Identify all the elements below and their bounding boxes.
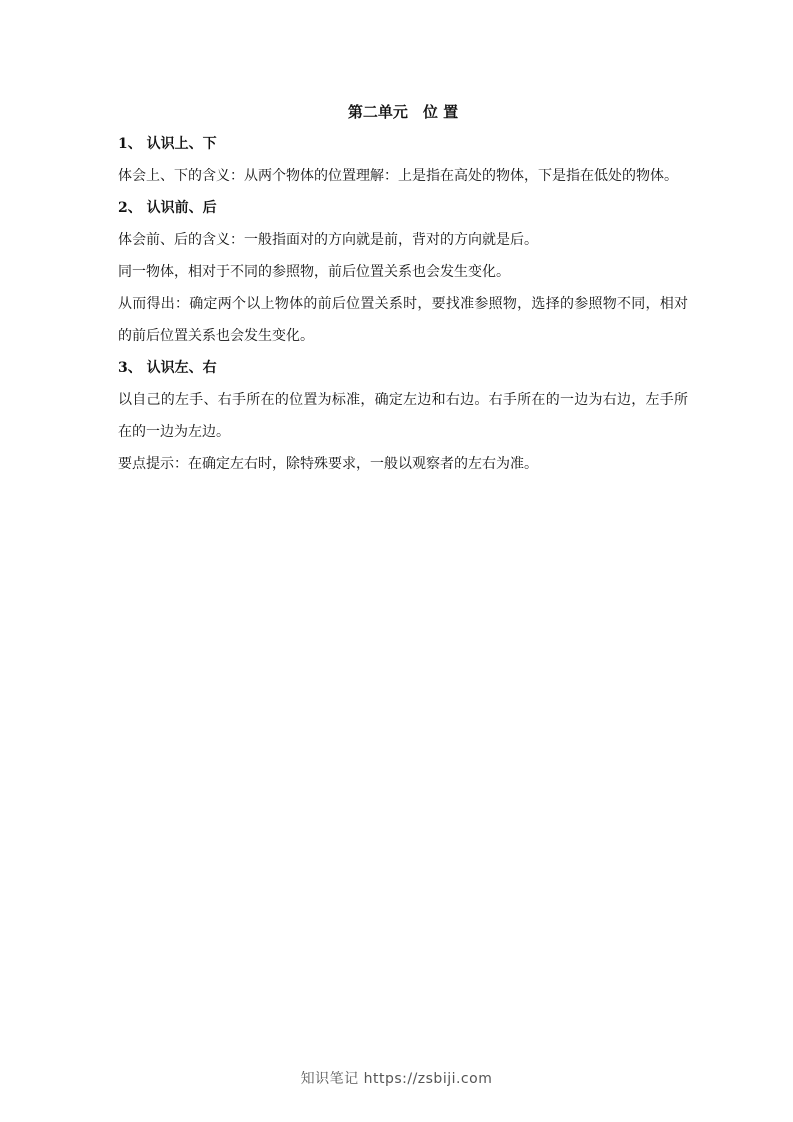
- footer-watermark: 知识笔记 https://zsbiji.com: [300, 1071, 493, 1087]
- paragraph: 从而得出：确定两个以上物体的前后位置关系时，要找准参照物，选择的参照物不同，相对的前后位置关系也会发生变化。: [118, 296, 688, 344]
- section-left-right: [118, 352, 688, 480]
- section-up-down: [118, 128, 688, 192]
- section-heading: 1、 认识上、下: [118, 136, 217, 152]
- paragraph: 要点提示：在确定左右时，除特殊要求，一般以观察者的左右为准。: [118, 456, 538, 472]
- paragraph: 以自己的左手、右手所在的位置为标准，确定左边和右边。右手所在的一边为右边，左手所在的一边为左边。: [118, 392, 688, 440]
- page-title: 第二单元 位 置: [347, 103, 459, 121]
- paragraph: 体会前、后的含义：一般指面对的方向就是前，背对的方向就是后。: [118, 232, 538, 248]
- document-body: [118, 96, 688, 480]
- paragraph: 体会上、下的含义：从两个物体的位置理解：上是指在高处的物体，下是指在低处的物体。: [118, 168, 678, 184]
- paragraph: 同一物体，相对于不同的参照物，前后位置关系也会发生变化。: [118, 264, 510, 280]
- section-heading: 2、 认识前、后: [118, 200, 217, 216]
- section-heading: 3、 认识左、右: [118, 360, 217, 376]
- section-front-back: [118, 192, 688, 352]
